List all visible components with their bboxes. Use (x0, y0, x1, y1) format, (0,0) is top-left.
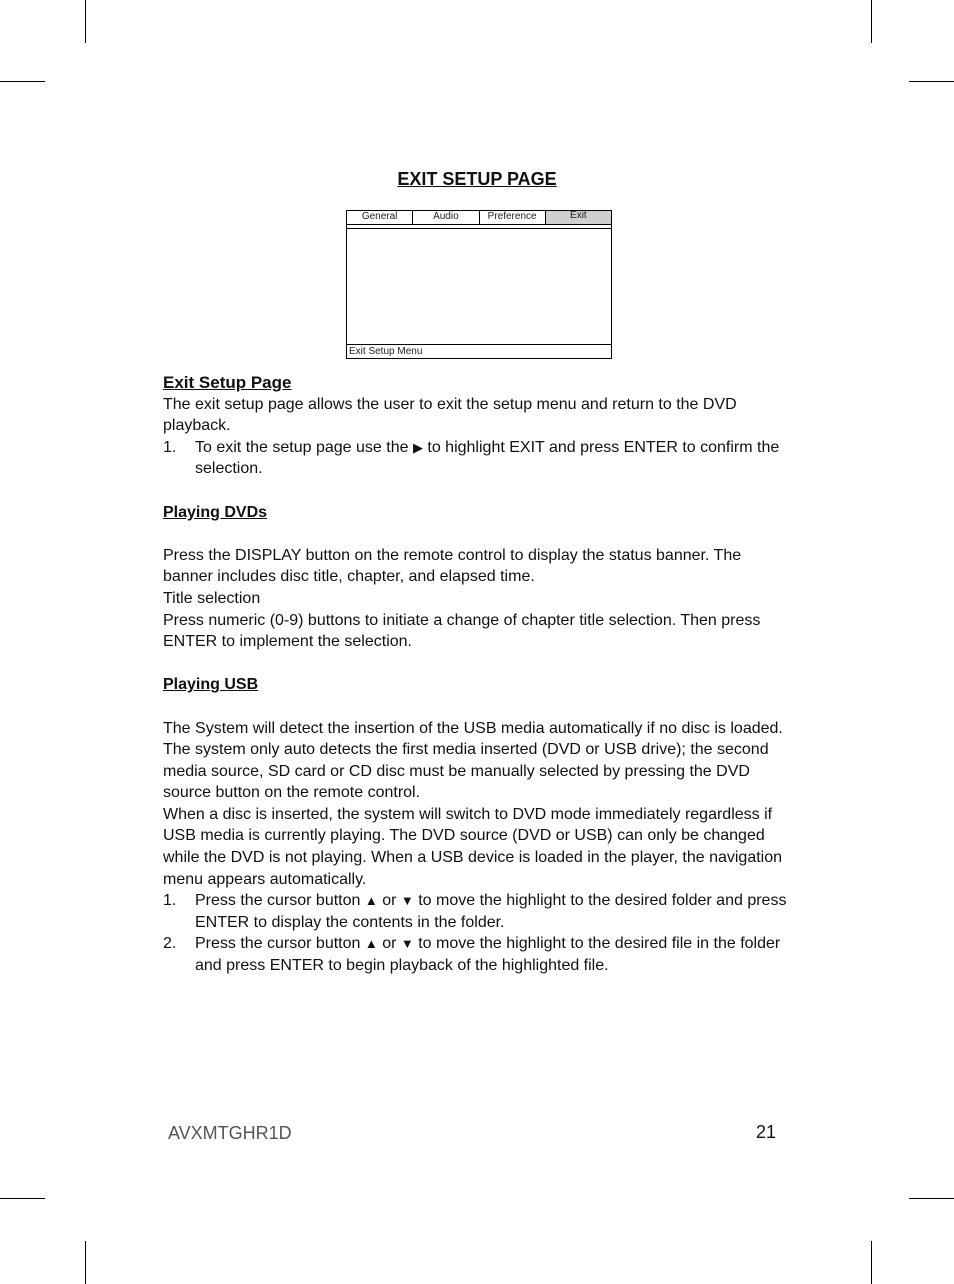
step-text: to move the highlight to the desired file in the folder and press ENTER to begin playback of the highlighted file. (195, 935, 781, 975)
step-text: Press the cursor button (195, 935, 361, 953)
section-title-exit: Exit Setup Page (163, 373, 292, 392)
tab-exit[interactable]: Exit (546, 211, 611, 224)
step-text: to highlight EXIT and press ENTER to confirm the selection. (195, 438, 780, 478)
crop-mark (0, 81, 45, 82)
step-text: Press the cursor button (195, 892, 361, 910)
crop-mark (85, 1241, 86, 1284)
step-text: To exit the setup page use the (195, 438, 409, 456)
tab-preference[interactable]: Preference (480, 211, 546, 224)
dvd-paragraph: Press numeric (0-9) buttons to initiate a change of chapter title selection. Then press ENTER to implement the selection. (163, 611, 761, 651)
usb-paragraph: When a disc is inserted, the system will switch to DVD mode immediately regardless if USB media is currently playing. The DVD source (DVD or USB) can only be changed while the DVD is not playing. When a USB device is loaded in the player, the navigation menu appears automatically. (163, 805, 783, 888)
page-number: 21 (756, 1122, 777, 1142)
list-text (195, 933, 793, 976)
down-arrow-icon: ▼ (400, 893, 414, 909)
crop-mark (871, 0, 872, 43)
right-arrow-icon: ▶ (412, 439, 423, 455)
list-number: 2. (163, 935, 177, 953)
step-text: or (382, 935, 397, 953)
crop-mark (909, 1198, 954, 1199)
menu-tab-bar (347, 211, 611, 225)
model-number: AVXMTGHR1D (168, 1123, 292, 1143)
crop-mark (871, 1241, 872, 1284)
menu-footer-label: Exit Setup Menu (347, 344, 611, 358)
down-arrow-icon: ▼ (400, 936, 414, 952)
dvd-paragraph: Press the DISPLAY button on the remote control to display the status banner. The banner includes disc title, chapter, and elapsed time. (163, 546, 742, 586)
page-title: EXIT SETUP PAGE (397, 169, 557, 189)
list-number: 1. (163, 438, 177, 456)
tab-general[interactable]: General (347, 211, 413, 224)
list-item (163, 890, 793, 933)
page-content (163, 372, 793, 977)
up-arrow-icon: ▲ (364, 936, 378, 952)
list-text (195, 437, 793, 480)
list-item (163, 933, 793, 976)
crop-mark (85, 0, 86, 43)
list-text (195, 890, 793, 933)
section-title-usb: Playing USB (163, 676, 259, 694)
tab-audio[interactable]: Audio (413, 211, 479, 224)
list-number: 1. (163, 892, 177, 910)
step-text: or (382, 892, 397, 910)
section-title-dvd: Playing DVDs (163, 503, 268, 521)
usb-paragraph: The System will detect the insertion of the USB media automatically if no disc is loaded. The system only auto detects the first media inserted (DVD or USB drive); the second media source, SD card or CD disc must be manually selected by pressing the DVD source button on the remote control. (163, 719, 783, 802)
list-item (163, 437, 793, 480)
crop-mark (909, 81, 954, 82)
up-arrow-icon: ▲ (364, 893, 378, 909)
setup-menu-diagram (346, 210, 612, 359)
menu-divider (347, 228, 611, 229)
exit-intro: The exit setup page allows the user to exit the setup menu and return to the DVD playback. (163, 395, 737, 435)
dvd-paragraph: Title selection (163, 589, 261, 607)
crop-mark (0, 1198, 45, 1199)
step-text: to move the highlight to the desired folder and press ENTER to display the contents in the folder. (195, 892, 787, 931)
